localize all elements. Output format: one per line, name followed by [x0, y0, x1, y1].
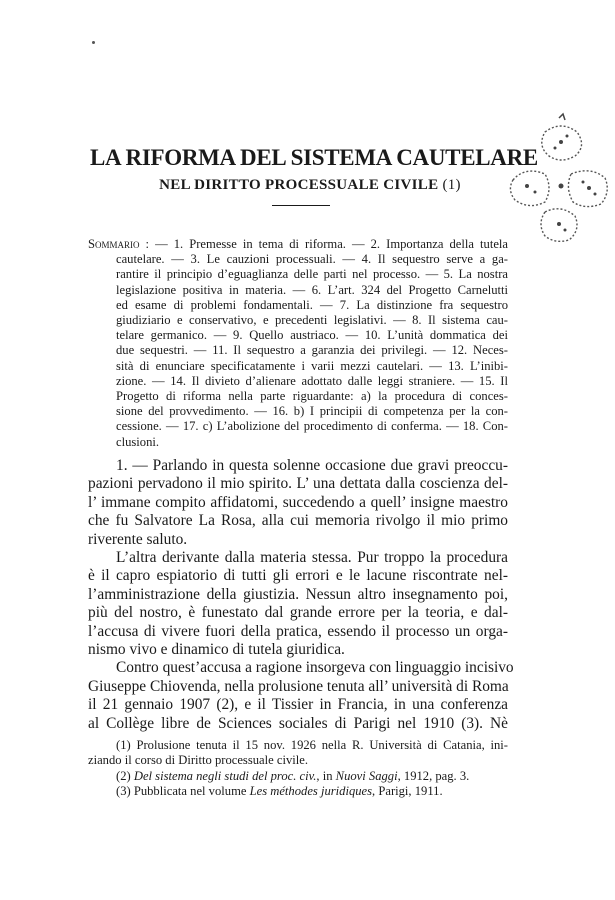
- ink-speck: [92, 41, 95, 44]
- footnote-3-citation: , Parigi, 1911.: [372, 784, 443, 799]
- subtitle-footnote-ref: (1): [442, 177, 461, 193]
- summary-block: [88, 237, 508, 450]
- text-line: nismo vivo e dinamico di tutela giuridica.: [88, 641, 345, 659]
- footnote-2-citation: , 1912, pag. 3.: [397, 768, 470, 783]
- footnote-3: [88, 784, 508, 799]
- title-divider: [272, 205, 330, 206]
- text-line: al Collège libre de Sciences sociales di Parigi nel 1910 (3). Nè: [88, 714, 508, 732]
- summary-line: telare germanico. — 9. Quello austriaco. — 10. L’unità dommatica dei: [116, 328, 508, 343]
- footnote-2-connector: , in: [316, 768, 336, 783]
- footnote-2: [88, 769, 508, 784]
- summary-line: sione del provvedimento. — 16. b) I principii di competenza per la con-: [116, 404, 508, 419]
- summary-line: giudiziario e conservativo, e precedenti legislativi. — 8. Il sistema cau-: [116, 313, 508, 328]
- summary-label: Sommario :: [88, 237, 150, 251]
- footnote-2-work-title: Del sistema negli studi del proc. civ.: [133, 768, 317, 783]
- summary-line: [88, 237, 508, 252]
- page-title: LA RIFORMA DEL SISTEMA CAUTELARE: [90, 145, 538, 170]
- footnote-2-volume-title: Nuovi Saggi: [335, 768, 398, 783]
- summary-line: ed esame di problemi fondamentali. — 7. La distinzione fra sequestro: [116, 297, 508, 312]
- text-line: pazioni pervadono il mio spirito. L’ una dettata dalla coscienza del-: [88, 475, 508, 493]
- subtitle-text: NEL DIRITTO PROCESSUALE CIVILE: [159, 177, 439, 193]
- text-line: il 21 gennaio 1907 (2), e il Tissier in Francia, in una conferenza: [88, 696, 508, 714]
- footnotes: [88, 738, 508, 800]
- footnote-1-line: ziando il corso di Diritto processuale civile.: [88, 753, 308, 768]
- text-line: 1. — Parlando in questa solenne occasione due gravi preoccu-: [116, 457, 508, 474]
- footnote-3-lead: (3) Pubblicata nel volume: [116, 784, 250, 799]
- footnote-1-line: (1) Prolusione tenuta il 15 nov. 1926 nella R. Università di Catania, ini-: [116, 738, 508, 752]
- summary-line: due sequestri. — 11. Il sequestro a garanzia dei privilegi. — 12. Neces-: [116, 343, 508, 358]
- text-line: Giuseppe Chiovenda, nella prolusione tenuta all’ università di Roma: [88, 677, 509, 695]
- text-line: riverente saluto.: [88, 530, 188, 548]
- summary-line-text: — 1. Premesse in tema di riforma. — 2. Importanza della tutela: [149, 237, 508, 251]
- summary-line: cessione. — 17. c) L’abolizione del procedimento di conferma. — 18. Con-: [116, 419, 508, 434]
- text-line: più del nostro, è funestato dal grande errore per la teoria, e dal-: [88, 604, 508, 622]
- text-line: l’ immane compito affidatomi, succedendo a quell’ insigne maestro: [88, 493, 508, 511]
- summary-line: Progetto di riforma nella parte riguardante: a) la procedura di conces-: [116, 389, 508, 404]
- footnote-2-number: (2): [116, 768, 134, 783]
- summary-line: zione. — 14. Il divieto d’alienare adottato dalle leggi straniere. — 15. Il: [116, 373, 508, 388]
- paragraph-3: [88, 659, 514, 733]
- text-line: l’amministrazione della giustizia. Nessun altro insegnamento poi,: [88, 585, 508, 603]
- summary-line: legislazione positiva in materia. — 6. L’art. 324 del Progetto Carnelutti: [116, 282, 508, 297]
- footnote-3-volume-title: Les méthodes juridiques: [249, 784, 373, 799]
- text-line: è il capro espiatorio di tutti gli errori e le lacune riscontrate nel-: [88, 567, 508, 585]
- body-text: [88, 457, 514, 733]
- text-line: che fu Salvatore La Rosa, alla cui memoria rivolgo il mio primo: [88, 512, 508, 530]
- summary-line: rantire il principio d’eguaglianza delle parti nel processo. — 5. La nostra: [116, 267, 508, 282]
- summary-line: sità di enunciare specificatamente i varii mezzi cautelari. — 13. L’inibi-: [116, 358, 508, 373]
- summary-line: clusioni.: [116, 434, 160, 449]
- text-line: L’altra derivante dalla materia stessa. Pur troppo la procedura: [116, 549, 508, 567]
- text-line: l’accusa di vivere fuori della pratica, essendo il processo un orga-: [88, 622, 508, 640]
- text-line: Contro quest’accusa a ragione insorgeva con linguaggio incisivo: [116, 659, 514, 677]
- summary-line: cautelare. — 3. Le cauzioni processuali. — 4. Il sequestro serve a ga-: [116, 252, 508, 267]
- page-subtitle: [90, 177, 530, 194]
- paragraph-1: [88, 457, 508, 549]
- paragraph-2: [88, 549, 508, 659]
